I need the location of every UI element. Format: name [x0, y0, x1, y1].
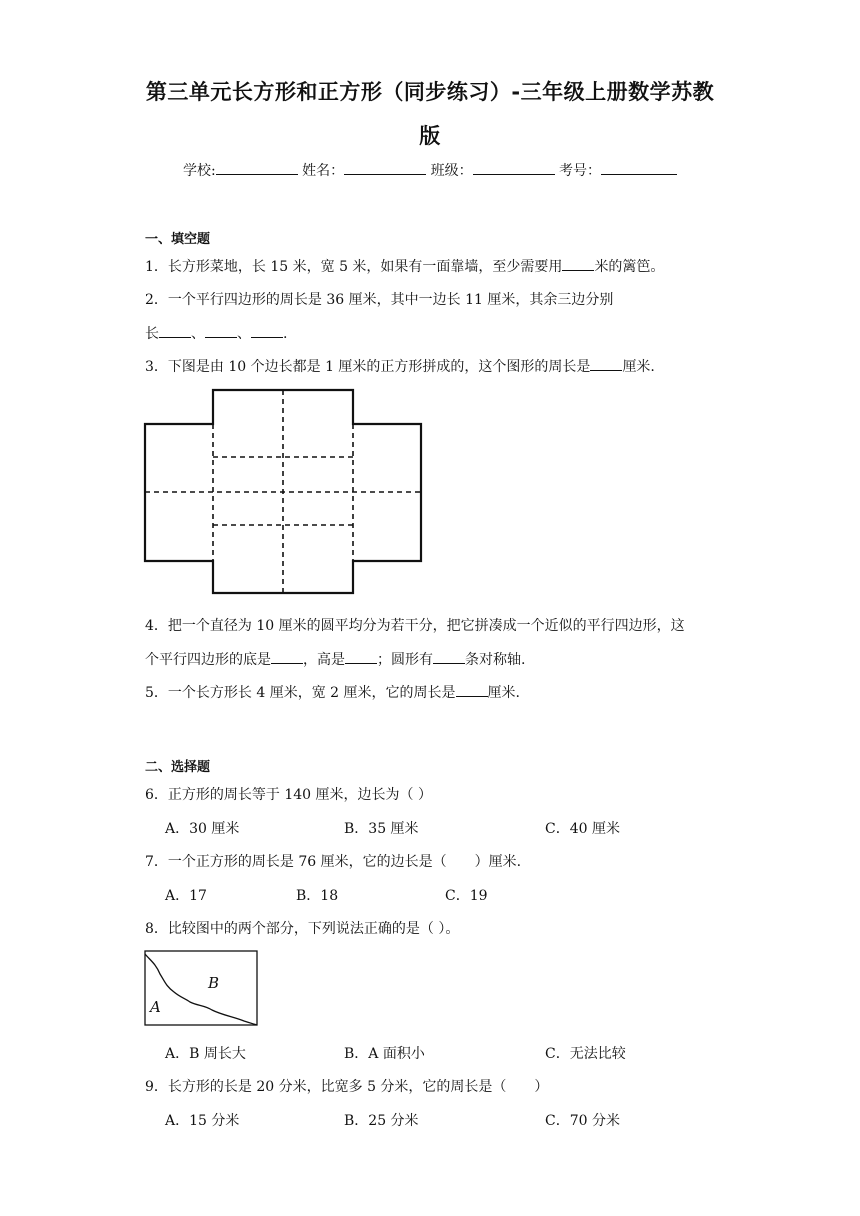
- school-label: 学校:: [182, 163, 216, 179]
- question-5-text-end: 厘米.: [487, 685, 520, 701]
- separator: 、: [191, 326, 205, 342]
- exam-no-blank[interactable]: [601, 160, 677, 175]
- question-9: 9．长方形的长是 20 分米，比宽多 5 分米，它的周长是（ ）: [145, 1079, 549, 1095]
- section-heading-choice: 二、选择题: [145, 760, 211, 775]
- option-b[interactable]: B．18: [296, 888, 339, 904]
- option-b[interactable]: B．25 分米: [344, 1113, 419, 1129]
- answer-blank[interactable]: [345, 649, 377, 664]
- answer-blank[interactable]: [251, 323, 283, 338]
- school-blank[interactable]: [216, 160, 298, 175]
- answer-blank[interactable]: [271, 649, 303, 664]
- answer-blank[interactable]: [562, 256, 594, 271]
- question-4-line2: [145, 649, 525, 669]
- section-heading-fill: 一、填空题: [145, 232, 211, 247]
- divided-rectangle-figure: [144, 950, 260, 1028]
- option-b[interactable]: B．A 面积小: [344, 1046, 425, 1062]
- name-label: 姓名：: [302, 163, 345, 179]
- question-1-text-end: 米的篱笆。: [594, 259, 665, 275]
- question-3: [145, 356, 655, 376]
- name-blank[interactable]: [344, 160, 426, 175]
- question-6: 6．正方形的周长等于 140 厘米，边长为（ ）: [145, 787, 432, 803]
- option-c[interactable]: C．40 厘米: [545, 821, 620, 837]
- class-blank[interactable]: [473, 160, 555, 175]
- option-b[interactable]: B．35 厘米: [344, 821, 419, 837]
- question-2-line1: 2．一个平行四边形的周长是 36 厘米，其中一边长 11 厘米，其余三边分别: [145, 292, 614, 308]
- answer-blank[interactable]: [433, 649, 465, 664]
- option-c[interactable]: C．19: [445, 888, 488, 904]
- dividing-curve: [145, 954, 257, 1025]
- question-4-text: 条对称轴.: [465, 652, 526, 668]
- answer-blank[interactable]: [456, 682, 488, 697]
- region-a-label: A: [150, 998, 161, 1016]
- page-title-line2: 版: [419, 124, 441, 148]
- figure-rectangle: [145, 951, 257, 1025]
- answer-blank[interactable]: [205, 323, 237, 338]
- page-title-line1: 第三单元长方形和正方形（同步练习）-三年级上册数学苏教: [145, 80, 715, 104]
- cross-squares-figure: [143, 387, 425, 599]
- question-8: 8．比较图中的两个部分，下列说法正确的是（ ）。: [145, 921, 460, 937]
- option-a[interactable]: A．17: [165, 888, 207, 904]
- question-2-line2: [145, 323, 287, 343]
- option-a[interactable]: A．B 周长大: [165, 1046, 246, 1062]
- question-5-text: 5．一个长方形长 4 厘米，宽 2 厘米，它的周长是: [145, 685, 456, 701]
- class-label: 班级：: [430, 163, 473, 179]
- question-4-text: ，高是: [303, 652, 345, 668]
- question-3-text: 3．下图是由 10 个边长都是 1 厘米的正方形拼成的，这个图形的周长是: [145, 359, 591, 375]
- question-2-text: 长: [145, 326, 159, 342]
- separator: 、: [237, 326, 251, 342]
- question-7: 7．一个正方形的周长是 76 厘米，它的边长是（ ）厘米.: [145, 854, 522, 870]
- period: .: [283, 326, 288, 342]
- question-4-text: ；圆形有: [377, 652, 433, 668]
- option-c[interactable]: C．无法比较: [545, 1046, 626, 1062]
- question-3-text-end: 厘米.: [622, 359, 655, 375]
- figure-dashed-lines: [145, 390, 421, 593]
- question-4-line1: 4．把一个直径为 10 厘米的圆平均分为若干分，把它拼凑成一个近似的平行四边形，这: [145, 618, 685, 634]
- answer-blank[interactable]: [590, 356, 622, 371]
- question-4-text: 个平行四边形的底是: [145, 652, 271, 668]
- option-c[interactable]: C．70 分米: [545, 1113, 620, 1129]
- student-info-line: [0, 160, 860, 180]
- question-1: [145, 256, 664, 276]
- region-b-label: B: [208, 974, 220, 992]
- option-a[interactable]: A．30 厘米: [165, 821, 240, 837]
- question-5: [145, 682, 520, 702]
- exam-no-label: 考号：: [559, 163, 602, 179]
- option-a[interactable]: A．15 分米: [165, 1113, 240, 1129]
- answer-blank[interactable]: [159, 323, 191, 338]
- question-1-text: 1．长方形菜地，长 15 米，宽 5 米，如果有一面靠墙，至少需要用: [145, 259, 563, 275]
